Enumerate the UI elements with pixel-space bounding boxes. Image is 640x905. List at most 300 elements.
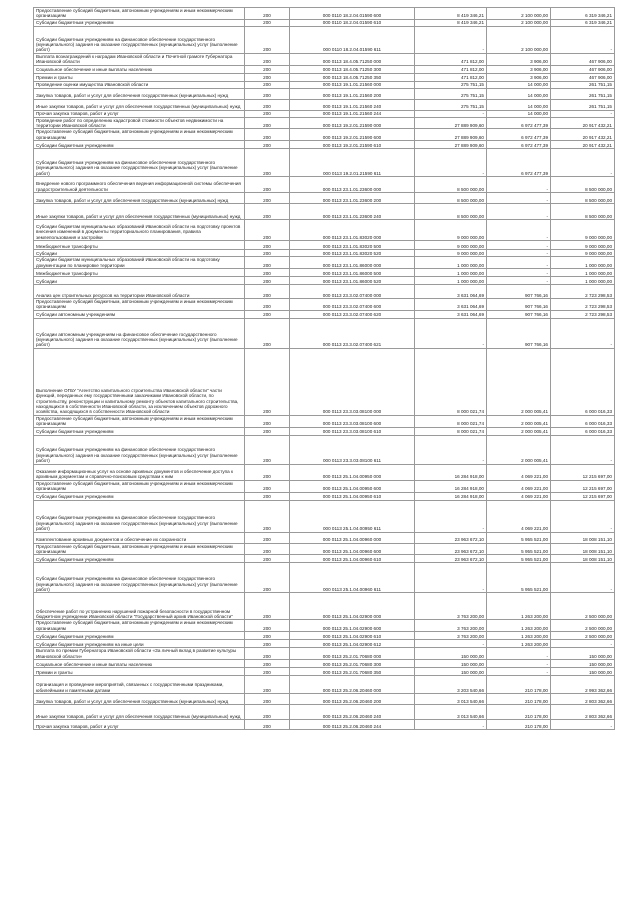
row-line-code-cell: 200 [245,73,290,81]
row-name-cell: Выполнение ОГБУ "Агентство капитального строительства Ивановской области" части функций, переданных ему государственными заказчиками Ивановской области, по строительству, реконструкции и капитальному ремонту объектов капитального строительства, находящихся в собственности Ивановской области, за исключением объектов дорожного хозяйства, находящихся в собственности Ивановской области [34,348,245,415]
row-approved-cell: 8 500 000,00 [415,204,487,220]
row-approved-cell: 9 000 000,00 [415,241,487,250]
row-name-cell: Прочая закупка товаров, работ и услуг [34,110,245,117]
table-body [34,8,615,730]
table-row [34,8,615,20]
row-budget-code-cell: 000 0113 23.3.03.08100 600 [290,415,415,427]
row-unexecuted-cell: 20 917 432,21 [551,141,615,149]
row-name-cell: Иные закупки товаров, работ и услуг для обеспечения государственных (муниципальных) нужд [34,704,245,719]
row-name-cell: Иные закупки товаров, работ и услуг для обеспечения государственных (муниципальных) нужд [34,204,245,220]
row-unexecuted-cell: - [551,500,615,532]
table-row [34,88,615,99]
table-row [34,204,615,220]
row-approved-cell: 275 751,15 [415,81,487,88]
row-line-code-cell: 200 [245,269,290,277]
row-approved-cell: 27 889 909,60 [415,117,487,129]
row-name-cell: Субсидии бюджетным учреждениям [34,555,245,563]
row-approved-cell: 8 000 021,74 [415,415,487,427]
row-unexecuted-cell: 18 008 151,10 [551,555,615,563]
row-unexecuted-cell: - [551,318,615,348]
row-unexecuted-cell: 20 917 432,21 [551,117,615,129]
table-row [34,149,615,177]
row-line-code-cell: 200 [245,659,290,667]
row-executed-cell: - [487,193,551,204]
row-approved-cell: 9 000 000,00 [415,220,487,241]
row-line-code-cell: 200 [245,177,290,193]
row-line-code-cell: 200 [245,464,290,480]
row-budget-code-cell: 000 0113 25.1.04.00960 610 [290,555,415,563]
row-line-code-cell: 200 [245,141,290,149]
row-approved-cell: 275 751,15 [415,88,487,99]
row-executed-cell: - [487,220,551,241]
table-row [34,81,615,88]
row-budget-code-cell: 000 0113 25.1.04.00950 600 [290,480,415,492]
row-line-code-cell: 200 [245,310,290,318]
table-row [34,543,615,555]
row-name-cell: Оказание информационных услуг на основе архивных документов и обеспечение доступа к архивным документам и справочно-поисковым средствам к ним [34,464,245,480]
table-row [34,257,615,269]
row-name-cell: Субсидии бюджетным учреждениям на финансовое обеспечение государственного (муниципального) задания на оказание государственных (муниципальных) услуг (выполнение работ) [34,500,245,532]
row-unexecuted-cell: 467 906,00 [551,73,615,81]
row-executed-cell: - [487,659,551,667]
row-budget-code-cell: 000 0113 23.1.01.83020 520 [290,250,415,257]
row-line-code-cell: 200 [245,563,290,593]
table-row [34,220,615,241]
table-row [34,659,615,667]
table-row [34,667,615,675]
row-executed-cell: - [487,277,551,285]
row-line-code-cell: 200 [245,492,290,500]
row-executed-cell: 210 178,00 [487,693,551,704]
row-executed-cell: 210 178,00 [487,704,551,719]
row-executed-cell: - [487,250,551,257]
row-name-cell: Выплата по премии Губернатора Ивановской области «За личный вклад в развитие культуры Ивановской области» [34,648,245,660]
row-unexecuted-cell: 12 215 697,00 [551,464,615,480]
row-executed-cell: 1 263 200,00 [487,640,551,648]
row-line-code-cell: 200 [245,257,290,269]
row-budget-code-cell: 000 0113 19.1.01.21560 240 [290,99,415,110]
row-unexecuted-cell: 261 751,15 [551,99,615,110]
row-unexecuted-cell: 6 000 016,33 [551,348,615,415]
table-row [34,555,615,563]
row-name-cell: Предоставление субсидий бюджетным, автономным учреждениям и иным некоммерческим организациям [34,480,245,492]
table-row [34,193,615,204]
table-row [34,299,615,311]
row-line-code-cell: 200 [245,250,290,257]
row-executed-cell: 3 906,00 [487,73,551,81]
table-row [34,269,615,277]
table-row [34,620,615,632]
row-executed-cell: 2 100 000,00 [487,8,551,20]
row-approved-cell: 471 812,00 [415,65,487,73]
row-approved-cell: 3 013 540,66 [415,704,487,719]
row-budget-code-cell: 000 0113 23.3.03.08100 000 [290,348,415,415]
row-line-code-cell: 200 [245,299,290,311]
row-budget-code-cell: 000 0113 25.1.04.00960 600 [290,543,415,555]
row-budget-code-cell: 000 0113 25.2.06.20460 000 [290,675,415,693]
row-executed-cell: 907 766,16 [487,299,551,311]
row-unexecuted-cell: 8 500 000,00 [551,204,615,220]
row-unexecuted-cell: 2 723 298,53 [551,310,615,318]
row-name-cell: Социальное обеспечение и иные выплаты населению [34,65,245,73]
row-approved-cell: 16 284 918,00 [415,492,487,500]
row-line-code-cell: 200 [245,532,290,543]
table-row [34,65,615,73]
table-row [34,318,615,348]
row-line-code-cell: 200 [245,480,290,492]
row-line-code-cell: 200 [245,719,290,729]
row-executed-cell: 210 178,00 [487,675,551,693]
row-name-cell: Прочая закупка товаров, работ и услуг [34,719,245,729]
row-approved-cell: 8 000 021,74 [415,348,487,415]
row-approved-cell: - [415,563,487,593]
row-budget-code-cell: 000 0110 18.2.04.01590 611 [290,26,415,53]
row-budget-code-cell: 000 0113 19.2.01.21590 611 [290,149,415,177]
table-row [34,719,615,729]
row-name-cell: Премии и гранты [34,73,245,81]
row-unexecuted-cell: 1 000 000,00 [551,277,615,285]
row-approved-cell: - [415,318,487,348]
row-line-code-cell: 200 [245,26,290,53]
row-unexecuted-cell: 2 993 362,66 [551,675,615,693]
table-row [34,415,615,427]
row-name-cell: Субсидии бюджетным учреждениям на финансовое обеспечение государственного (муниципального) задания на оказание государственных (муниципальных) услуг (выполнение работ) [34,149,245,177]
row-budget-code-cell: 000 0113 19.2.01.21590 610 [290,141,415,149]
row-line-code-cell: 200 [245,277,290,285]
row-unexecuted-cell: 6 000 016,33 [551,415,615,427]
row-line-code-cell: 200 [245,193,290,204]
row-executed-cell: - [487,177,551,193]
row-executed-cell: 907 766,16 [487,285,551,299]
row-approved-cell: - [415,640,487,648]
row-line-code-cell: 200 [245,348,290,415]
row-executed-cell: 14 000,00 [487,81,551,88]
row-unexecuted-cell: 1 000 000,00 [551,269,615,277]
row-line-code-cell: 200 [245,65,290,73]
row-budget-code-cell: 000 0113 18.4.05.71250 300 [290,65,415,73]
row-approved-cell: 8 000 021,74 [415,427,487,435]
row-executed-cell: 4 069 221,00 [487,480,551,492]
row-name-cell: Организация и проведение мероприятий, связанных с государственными праздниками, юбилейными и памятными датами [34,675,245,693]
row-budget-code-cell: 000 0113 25.1.04.00960 000 [290,532,415,543]
row-budget-code-cell: 000 0110 18.2.04.01590 600 [290,8,415,20]
table-row [34,480,615,492]
row-name-cell: Иные закупки товаров, работ и услуг для обеспечения государственных (муниципальных) нужд [34,99,245,110]
row-budget-code-cell: 000 0113 25.1.04.02900 600 [290,620,415,632]
row-approved-cell: - [415,26,487,53]
row-executed-cell: 6 972 477,39 [487,141,551,149]
table-row [34,285,615,299]
row-line-code-cell: 200 [245,204,290,220]
row-name-cell: Межбюджетные трансферты [34,241,245,250]
row-budget-code-cell: 000 0113 23.3.02.07400 621 [290,318,415,348]
row-line-code-cell: 200 [245,555,290,563]
row-executed-cell: 14 000,00 [487,110,551,117]
row-unexecuted-cell: - [551,26,615,53]
row-executed-cell: 1 263 200,00 [487,620,551,632]
row-budget-code-cell: 000 0113 23.3.02.07400 000 [290,285,415,299]
table-row [34,435,615,464]
row-line-code-cell: 200 [245,220,290,241]
row-approved-cell: 3 631 064,69 [415,310,487,318]
row-budget-code-cell: 000 0113 25.1.04.02900 610 [290,632,415,640]
row-name-cell: Проведение оценки имущества Ивановской области [34,81,245,88]
row-name-cell: Обеспечение работ по устранению нарушений пожарной безопасности в государственном бюджетном учреждении Ивановской области "Государственный архив Ивановской области" [34,593,245,620]
table-row [34,26,615,53]
row-approved-cell: 1 000 000,00 [415,277,487,285]
row-budget-code-cell: 000 0113 25.1.04.00950 000 [290,464,415,480]
row-executed-cell: - [487,648,551,660]
row-unexecuted-cell: 467 906,00 [551,65,615,73]
row-name-cell: Предоставление субсидий бюджетным, автономным учреждениям и иным некоммерческим организациям [34,299,245,311]
row-name-cell: Субсидии [34,277,245,285]
row-name-cell: Предоставление субсидий бюджетным, автономным учреждениям и иным некоммерческим организациям [34,129,245,141]
row-approved-cell: 8 500 000,00 [415,177,487,193]
row-name-cell: Субсидии бюджетным учреждениям [34,427,245,435]
row-unexecuted-cell: 9 000 000,00 [551,241,615,250]
row-unexecuted-cell: 2 500 000,00 [551,620,615,632]
row-name-cell: Премии и гранты [34,667,245,675]
row-executed-cell: 2 000 005,41 [487,415,551,427]
table-row [34,348,615,415]
table-row [34,141,615,149]
table-row [34,593,615,620]
row-approved-cell: 23 963 672,10 [415,543,487,555]
row-line-code-cell: 200 [245,667,290,675]
row-name-cell: Предоставление субсидий бюджетным, автономным учреждениям и иным некоммерческим организациям [34,415,245,427]
row-approved-cell: 471 812,00 [415,53,487,65]
row-approved-cell: 3 013 540,66 [415,693,487,704]
row-budget-code-cell: 000 0113 23.3.02.07400 600 [290,299,415,311]
row-budget-code-cell: 000 0110 18.2.04.01590 610 [290,19,415,26]
row-budget-code-cell: 000 0113 23.1.01.83020 500 [290,241,415,250]
row-unexecuted-cell: 12 215 697,00 [551,492,615,500]
row-unexecuted-cell: 20 917 432,21 [551,129,615,141]
row-executed-cell: 2 000 005,41 [487,427,551,435]
row-executed-cell: 14 000,00 [487,99,551,110]
row-approved-cell: 9 000 000,00 [415,250,487,257]
row-name-cell: Субсидии бюджетным учреждениям [34,19,245,26]
row-name-cell: Субсидии бюджетным учреждениям [34,492,245,500]
row-name-cell: Субсидии бюджетам муниципальных образований Ивановской области на подготовку проектов внесения изменений в документы территориального планирования, правила землепользования и застройки [34,220,245,241]
row-line-code-cell: 200 [245,427,290,435]
row-executed-cell: 4 069 221,00 [487,500,551,532]
row-budget-code-cell: 000 0113 23.3.03.08100 610 [290,427,415,435]
row-name-cell: Предоставление субсидий бюджетным, автономным учреждениям и иным некоммерческим организациям [34,8,245,20]
row-executed-cell: 5 955 521,00 [487,563,551,593]
row-line-code-cell: 200 [245,19,290,26]
table-row [34,110,615,117]
row-approved-cell: 150 000,00 [415,667,487,675]
table-row [34,117,615,129]
row-executed-cell: 14 000,00 [487,88,551,99]
row-approved-cell: 3 631 064,69 [415,299,487,311]
table-row [34,177,615,193]
row-executed-cell: 2 000 005,41 [487,348,551,415]
row-executed-cell: 3 906,00 [487,65,551,73]
row-budget-code-cell: 000 0113 19.1.01.21560 000 [290,81,415,88]
row-approved-cell: - [415,719,487,729]
row-unexecuted-cell: 2 723 298,53 [551,299,615,311]
row-name-cell: Внедрение нового программного обеспечения ведения информационной системы обеспечения градостроительной деятельности [34,177,245,193]
row-executed-cell: 1 263 200,00 [487,632,551,640]
row-unexecuted-cell: 150 000,00 [551,667,615,675]
row-budget-code-cell: 000 0113 25.1.04.02900 000 [290,593,415,620]
row-line-code-cell: 200 [245,149,290,177]
row-executed-cell: 2 100 000,00 [487,26,551,53]
row-line-code-cell: 200 [245,640,290,648]
row-approved-cell: 16 284 918,00 [415,480,487,492]
row-approved-cell: 471 812,00 [415,73,487,81]
row-approved-cell: 275 751,15 [415,99,487,110]
row-name-cell: Субсидии бюджетным учреждениям на финансовое обеспечение государственного (муниципального) задания на оказание государственных (муниципальных) услуг (выполнение работ) [34,435,245,464]
row-unexecuted-cell: - [551,110,615,117]
row-budget-code-cell: 000 0113 23.1.01.86000 520 [290,277,415,285]
row-name-cell: Выплата вознаграждений к наградам Ивановской области и Почетной грамоте Губернатора Ивановской области [34,53,245,65]
row-unexecuted-cell: 8 500 000,00 [551,193,615,204]
row-line-code-cell: 200 [245,318,290,348]
row-name-cell: Субсидии бюджетным учреждениям [34,141,245,149]
table-row [34,648,615,660]
row-line-code-cell: 200 [245,500,290,532]
table-row [34,19,615,26]
row-line-code-cell: 200 [245,285,290,299]
row-name-cell: Субсидии автономным учреждениям [34,310,245,318]
row-unexecuted-cell: 6 000 016,33 [551,427,615,435]
row-budget-code-cell: 000 0113 23.1.01.23600 240 [290,204,415,220]
budget-execution-table [33,7,615,730]
row-name-cell: Субсидии бюджетным учреждениям [34,632,245,640]
row-budget-code-cell: 000 0113 18.4.05.71250 000 [290,53,415,65]
row-name-cell: Субсидии бюджетным учреждениям на финансовое обеспечение государственного (муниципального) задания на оказание государственных (муниципальных) услуг (выполнение работ) [34,26,245,53]
row-budget-code-cell: 000 0113 25.2.01.70680 350 [290,667,415,675]
row-budget-code-cell: 000 0113 19.2.01.21590 000 [290,117,415,129]
row-executed-cell: 907 766,16 [487,318,551,348]
row-budget-code-cell: 000 0113 23.3.03.08100 611 [290,435,415,464]
row-budget-code-cell: 000 0113 18.4.05.71250 350 [290,73,415,81]
row-line-code-cell: 200 [245,435,290,464]
row-executed-cell: 6 972 477,39 [487,129,551,141]
row-line-code-cell: 200 [245,593,290,620]
row-name-cell: Анализ цен строительных ресурсов на территории Ивановской области [34,285,245,299]
row-executed-cell: 6 972 477,39 [487,117,551,129]
row-budget-code-cell: 000 0113 23.1.01.83020 000 [290,220,415,241]
row-unexecuted-cell: 2 500 000,00 [551,593,615,620]
row-unexecuted-cell: - [551,640,615,648]
row-name-cell: Межбюджетные трансферты [34,269,245,277]
row-executed-cell: 5 955 521,00 [487,543,551,555]
row-line-code-cell: 200 [245,99,290,110]
row-approved-cell: 3 763 200,00 [415,620,487,632]
row-budget-code-cell: 000 0113 23.3.02.07400 620 [290,310,415,318]
row-unexecuted-cell: - [551,719,615,729]
row-name-cell: Субсидии [34,250,245,257]
row-budget-code-cell: 000 0113 25.2.06.20460 200 [290,693,415,704]
row-executed-cell: - [487,204,551,220]
table-row [34,632,615,640]
row-unexecuted-cell: - [551,149,615,177]
row-budget-code-cell: 000 0113 25.1.04.02900 612 [290,640,415,648]
table-row [34,310,615,318]
row-executed-cell: 4 069 221,00 [487,492,551,500]
table-row [34,99,615,110]
row-line-code-cell: 200 [245,543,290,555]
row-executed-cell: 3 906,00 [487,53,551,65]
row-name-cell: Закупка товаров, работ и услуг для обеспечения государственных (муниципальных) нужд [34,693,245,704]
row-approved-cell: 3 763 200,00 [415,632,487,640]
row-approved-cell: 27 889 909,60 [415,141,487,149]
row-unexecuted-cell: 150 000,00 [551,659,615,667]
table-row [34,277,615,285]
row-budget-code-cell: 000 0113 25.1.04.00950 611 [290,500,415,532]
budget-table-page [33,7,614,730]
row-unexecuted-cell: 2 803 362,66 [551,693,615,704]
row-name-cell: Закупка товаров, работ и услуг для обеспечения государственных (муниципальных) нужд [34,193,245,204]
row-executed-cell: 907 766,16 [487,310,551,318]
row-budget-code-cell: 000 0113 23.1.01.23600 200 [290,193,415,204]
row-unexecuted-cell: 18 008 151,10 [551,543,615,555]
row-line-code-cell: 200 [245,632,290,640]
row-line-code-cell: 200 [245,675,290,693]
row-approved-cell: 8 419 346,21 [415,19,487,26]
table-row [34,427,615,435]
row-executed-cell: 1 263 200,00 [487,593,551,620]
row-budget-code-cell: 000 0113 25.1.04.00950 610 [290,492,415,500]
table-row [34,73,615,81]
row-executed-cell: - [487,241,551,250]
row-name-cell: Субсидии бюджетам муниципальных образований Ивановской области на подготовку документации по планировке территории [34,257,245,269]
row-budget-code-cell: 000 0113 23.1.01.86000 500 [290,269,415,277]
row-executed-cell: 2 000 005,41 [487,435,551,464]
row-unexecuted-cell: 12 215 697,00 [551,480,615,492]
row-unexecuted-cell: 1 000 000,00 [551,257,615,269]
row-unexecuted-cell: 6 319 346,21 [551,8,615,20]
row-approved-cell: 16 284 918,00 [415,464,487,480]
row-line-code-cell: 200 [245,693,290,704]
row-approved-cell: 23 963 672,10 [415,555,487,563]
row-executed-cell: 5 955 521,00 [487,555,551,563]
row-name-cell: Предоставление субсидий бюджетным, автономным учреждениям и иным некоммерческим организациям [34,543,245,555]
table-row [34,241,615,250]
table-row [34,640,615,648]
row-executed-cell: - [487,257,551,269]
row-approved-cell: - [415,500,487,532]
row-budget-code-cell: 000 0113 25.2.06.20460 240 [290,704,415,719]
row-approved-cell: 27 889 909,60 [415,129,487,141]
row-line-code-cell: 200 [245,648,290,660]
row-approved-cell: 8 419 346,21 [415,8,487,20]
row-line-code-cell: 200 [245,241,290,250]
row-budget-code-cell: 000 0113 25.2.06.20460 244 [290,719,415,729]
row-name-cell: Субсидии автономным учреждениям на финансовое обеспечение государственного (муниципального) задания на оказание государственных (муниципальных) услуг (выполнение работ) [34,318,245,348]
row-approved-cell: - [415,110,487,117]
row-approved-cell: 150 000,00 [415,648,487,660]
row-approved-cell: - [415,149,487,177]
table-row [34,129,615,141]
row-unexecuted-cell: 9 000 000,00 [551,250,615,257]
row-budget-code-cell: 000 0113 23.1.01.23600 000 [290,177,415,193]
table-row [34,693,615,704]
row-executed-cell: 4 069 221,00 [487,464,551,480]
row-line-code-cell: 200 [245,110,290,117]
row-name-cell: Социальное обеспечение и иные выплаты населению [34,659,245,667]
row-executed-cell: 6 972 477,39 [487,149,551,177]
row-unexecuted-cell: - [551,435,615,464]
row-line-code-cell: 200 [245,117,290,129]
row-executed-cell: - [487,269,551,277]
table-row [34,500,615,532]
row-line-code-cell: 200 [245,415,290,427]
